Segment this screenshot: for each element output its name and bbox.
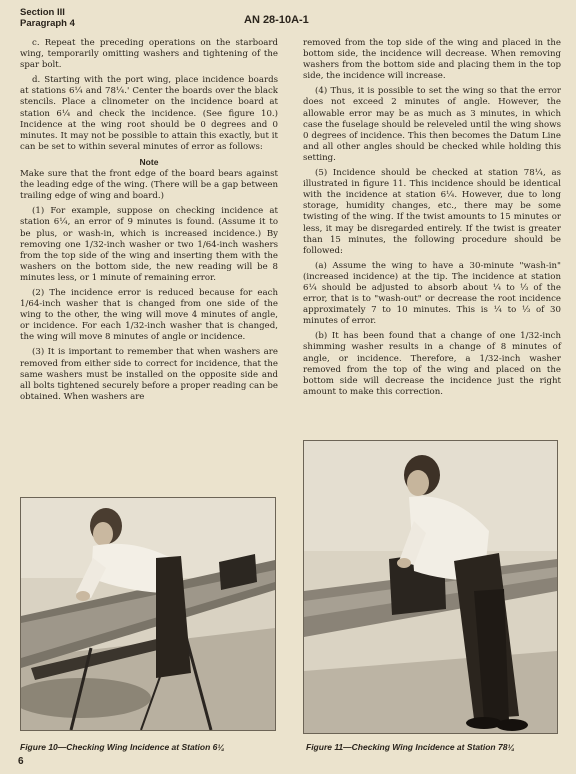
para-4: (4) Thus, it is possible to set the wing so that the error does not exceed 2 minutes of angle. However, the allowable error may be as much as 3 minutes, in which case the fuselage should be releveled until the wing shows 0 degrees of incidence. This then becomes the Datum Line and all other angles should be checked while holding this setting. bbox=[303, 86, 561, 163]
figure-10-photo bbox=[20, 497, 276, 731]
para-1: (1) For example, suppose on checking incidence at station 6¼, an error of 9 minutes is found. (Assume it to be plus, or wash-in, which is increased incidence.) By removing one 1/32-inch washer or two 1/64-inch washers from the top side of the wing and inserting them with the washers on the bottom side, the new reading will be 8 minutes less, or 1 minute of remaining error. bbox=[20, 206, 278, 283]
document-id: AN 28-10A-1 bbox=[244, 14, 309, 26]
para-a: (a) Assume the wing to have a 30-minute "wash-in" (increased incidence) at the tip. The incidence at station 6¼ should be adjusted to absorb about ¼ to ⅓ of the error, that is to "wash-out" or decrease the root incidence approximately 7 to 10 minutes. This is ¼ to ⅓ of 30 minutes of error. bbox=[303, 260, 561, 327]
para-3: (3) It is important to remember that when washers are removed from either side to correct for incidence, that the same washers must be installed on the opposite side and all bolts tightened securely before a proper reading can be obtained. When washers are bbox=[20, 347, 278, 402]
para-2: (2) The incidence error is reduced because for each 1/64-inch washer that is changed from one side of the wing to the other, the wing will move 4 minutes of angle, or incidence. For each 1/32-inch washer that is changed, the wing will move 8 minutes of angle or incidence. bbox=[20, 287, 278, 343]
note-body: Make sure that the front edge of the board bears against the leading edge of the wing. (There will be a gap between trailing edge of wing and board.) bbox=[20, 169, 278, 202]
para-5: (5) Incidence should be checked at station 78¼, as illustrated in figure 11. This incidence should be identical with the incidence at station 6¼. However, due to long storage, humidity changes, etc., there may be some twisting of the wing. If the twist amounts to 15 minutes or less, it may be disregarded entirely. If the twist is greater than 15 minutes, the following procedure should be followed: bbox=[303, 168, 561, 256]
figure-11-photo bbox=[303, 440, 558, 734]
note-title: Note bbox=[139, 156, 159, 167]
right-column bbox=[303, 38, 561, 402]
page-number: 6 bbox=[18, 756, 24, 767]
figure-10-caption: Figure 10—Checking Wing Incidence at Station 6¼ bbox=[20, 742, 225, 752]
para-continued: removed from the top side of the wing and placed in the bottom side, the incidence will decrease. When removing washers from the bottom side and placing them in the top side, the incidence will increase. bbox=[303, 38, 561, 82]
figure-11-caption: Figure 11—Checking Wing Incidence at Station 78¼ bbox=[306, 742, 515, 752]
para-c: c. Repeat the preceding operations on the starboard wing, temporarily omitting washers and tightening of the spar bolt. bbox=[20, 38, 278, 71]
left-column bbox=[20, 38, 278, 407]
section-label: Section III bbox=[20, 7, 65, 18]
paragraph-label: Paragraph 4 bbox=[20, 18, 75, 29]
para-d: d. Starting with the port wing, place incidence boards at stations 6¼ and 78¼.' Center the boards over the black stencils. Place a clinometer on the incidence board at station 6¼ and check the incidence. (See figure 10.) Incidence at the wing root should be 0 degrees and 0 minutes. It may not be possible to attain this exactly, but it can be set to within several minutes of error as follows: bbox=[20, 75, 278, 152]
section-header bbox=[20, 7, 75, 29]
para-b: (b) It has been found that a change of one 1/32-inch shimming washer results in a change of 8 minutes of angle, or incidence. Therefore, a 1/32-inch washer removed from the top of the wing and placed on the bottom side will decrease the incidence just the right amount to make this correction. bbox=[303, 331, 561, 397]
